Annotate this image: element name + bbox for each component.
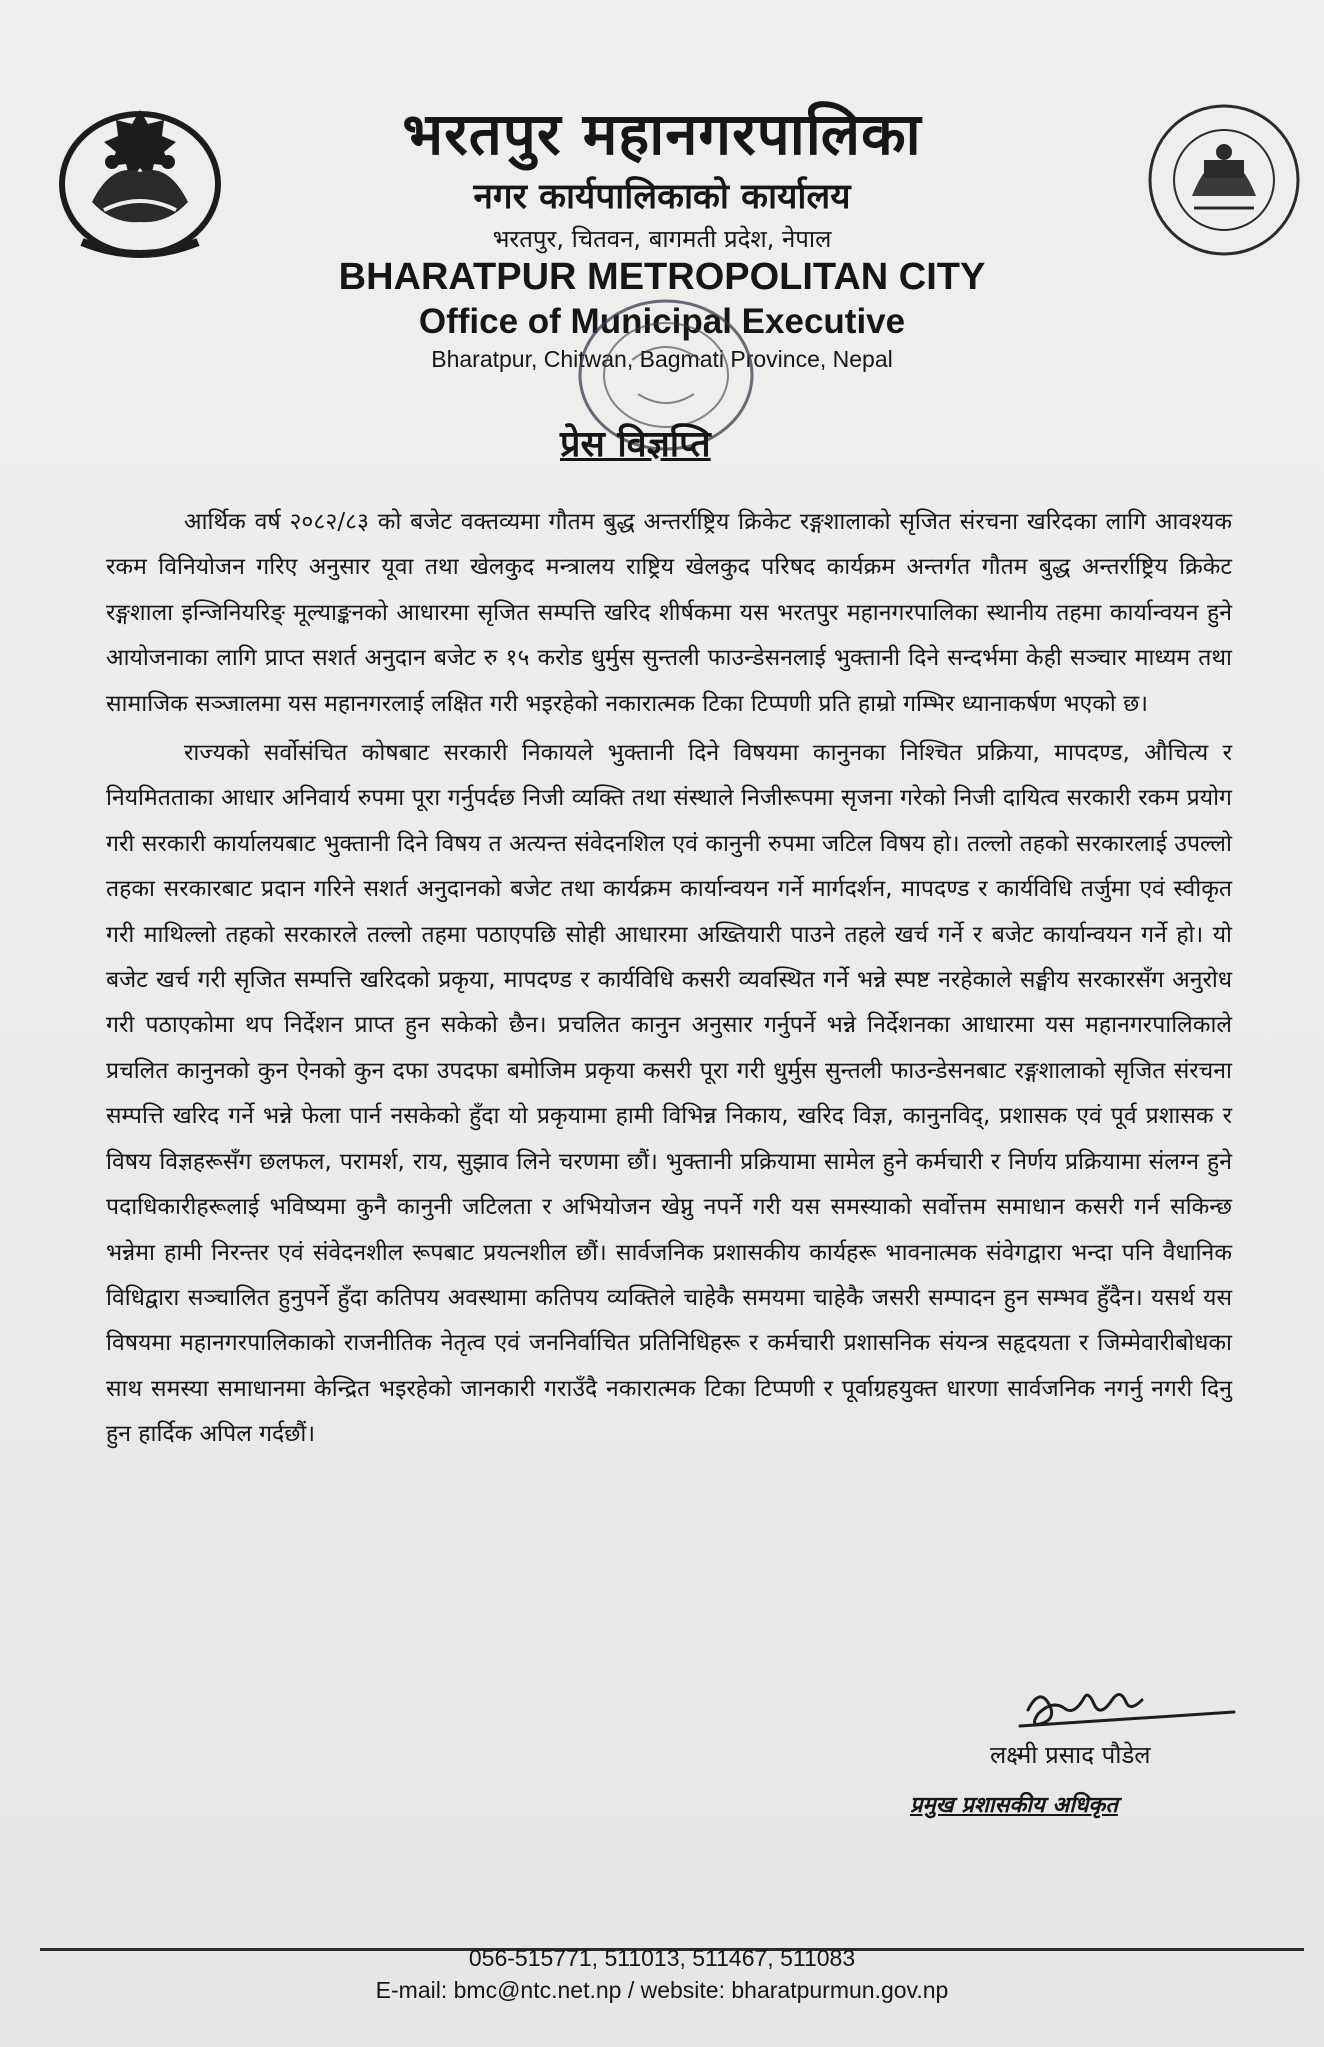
nepali-city-name: भरतपुर महानगरपालिका — [402, 100, 922, 168]
document-title: प्रेस विज्ञप्ति — [560, 424, 711, 465]
metropolitan-seal-icon — [1144, 100, 1304, 260]
nepali-address: भरतपुर, चितवन, बागमती प्रदेश, नेपाल — [492, 225, 832, 253]
footer-phone: 056-515771, 511013, 511467, 511083 — [468, 1945, 856, 1971]
english-address: Bharatpur, Chitwan, Bagmati Province, Nepal — [431, 346, 893, 372]
footer-contact: E-mail: bmc@ntc.net.np / website: bharatpurmun.gov.np — [375, 1977, 949, 2003]
nepali-office-name: नगर कार्यपालिकाको कार्यालय — [473, 177, 851, 217]
body-paragraph: राज्यको सर्वोसंचित कोषबाट सरकारी निकायले भुक्तानी दिने विषयमा कानुनका निश्चित प्रक्रिया, मापदण्ड, औचित्य र नियमितताका आधार अनिवार्य रुपमा पूरा गर्नुपर्दछ निजी व्यक्ति तथा संस्थाले निजीरूपमा सृजना गरेको निजी दायित्व सरकारी रकम प्रयोग गरी सरकारी कार्यालयबाट भुक्तानी दिने विषय त अत्यन्त संवेदनशिल एवं कानुनी रुपमा जटिल विषय हो। तल्लो तहको सरकारलाई उपल्लो तहका सरकारबाट प्रदान गरिने सशर्त अनुदानको बजेट तथा कार्यक्रम कार्यान्वयन गर्ने मार्गदर्शन, मापदण्ड र कार्यविधि तर्जुमा एवं स्वीकृत गरी माथिल्लो तहको सरकारले तल्लो तहमा पठाएपछि सोही आधारमा अख्तियारी पाउने तहले खर्च गर्ने र बजेट कार्यान्वयन गर्ने हो। यो बजेट खर्च गरी सृजित सम्पत्ति खरिदको प्रकृया, मापदण्ड र कार्यविधि कसरी व्यवस्थित गर्ने भन्ने स्पष्ट नरहेकाले सङ्घीय सरकारसँग अनुरोध गरी पठाएकोमा थप निर्देशन प्राप्त हुन सकेको छैन। प्रचलित कानुन अनुसार गर्नुपर्ने भन्ने निर्देशनका आधारमा यस महानगरपालिकाले प्रचलित कानुनको कुन ऐनको कुन दफा उपदफा बमोजिम प्रकृया कसरी पूरा गरी धुर्मुस सुन्तली फाउन्डेसनबाट रङ्गशालाको सृजित संरचना सम्पत्ति खरिद गर्ने भन्ने फेला पार्न नसकेको हुँदा यो प्रकृयामा हामी विभिन्न निकाय, खरिद विज्ञ, कानुनविद्, प्रशासक एवं पूर्व प्रशासक र विषय विज्ञहरूसँग छलफल, परामर्श, राय, सुझाव लिने चरणमा छौं। भुक्तानी प्रक्रियामा सामेल हुने कर्मचारी र निर्णय प्रक्रियामा संलग्न हुने पदाधिकारीहरूलाई भविष्यमा कुनै कानुनी जटिलता र अभियोजन खेप्नु नपर्ने गरी यस समस्याको सर्वोत्तम समाधान कसरी गर्न सकिन्छ भन्नेमा हामी निरन्तर एवं संवेदनशील रूपबाट प्रयत्नशील छौं। सार्वजनिक प्रशासकीय कार्यहरू भावनात्मक संवेगद्वारा भन्दा पनि वैधानिक विधिद्वारा सञ्चालित हुनुपर्ने हुँदा कतिपय अवस्थामा कतिपय व्यक्तिले चाहेकै समयमा चाहेकै जसरी सम्पादन हुन सम्भव हुँदैन। यसर्थ यस विषयमा महानगरपालिकाको राजनीतिक नेतृत्व एवं जननिर्वाचित प्रतिनिधिहरू र कर्मचारी प्रशासनिक संयन्त्र सहृदयता र जिम्मेवारीबोधका साथ समस्या समाधानमा केन्द्रित भइरहेको जानकारी गराउँदै नकारात्मक टिका टिप्पणी र पूर्वाग्रहयुक्त धारणा सार्वजनिक नगर्नु नगरी दिनु हुन हार्दिक अपिल गर्दछौं। — [106, 740, 1232, 1448]
signatory-title: प्रमुख प्रशासकीय अधिकृत — [910, 1793, 1118, 1818]
english-office-name: Office of Municipal Executive — [418, 302, 906, 341]
body-paragraph: आर्थिक वर्ष २०८२/८३ को बजेट वक्तव्यमा गौतम बुद्ध अन्तर्राष्ट्रिय क्रिकेट रङ्गशालाको सृजित संरचना खरिदका लागि आवश्यक रकम विनियोजन गरिए अनुसार यूवा तथा खेलकुद मन्त्रालय राष्ट्रिय खेलकुद परिषद कार्यक्रम अन्तर्गत गौतम बुद्ध अन्तर्राष्ट्रिय क्रिकेट रङ्गशाला इन्जिनियरिङ् मूल्याङ्कनको आधारमा सृजित सम्पत्ति खरिद शीर्षकमा यस भरतपुर महानगरपालिका स्थानीय तहमा कार्यान्वयन हुने आयोजनाका लागि प्राप्त सशर्त अनुदान बजेट रु १५ करोड धुर्मुस सुन्तली फाउन्डेसनलाई भुक्तानी दिने सन्दर्भमा केही सञ्चार माध्यम तथा सामाजिक सञ्जालमा यस महानगरलाई लक्षित गरी भइरहेको नकारात्मक टिका टिप्पणी प्रति हाम्रो गम्भिर ध्यानाकर्षण भएको छ। — [106, 509, 1232, 717]
press-release-body — [106, 500, 1232, 1458]
signatory-name: लक्ष्मी प्रसाद पौडेल — [990, 1741, 1151, 1769]
english-city-name: BHARATPUR METROPOLITAN CITY — [338, 256, 986, 298]
